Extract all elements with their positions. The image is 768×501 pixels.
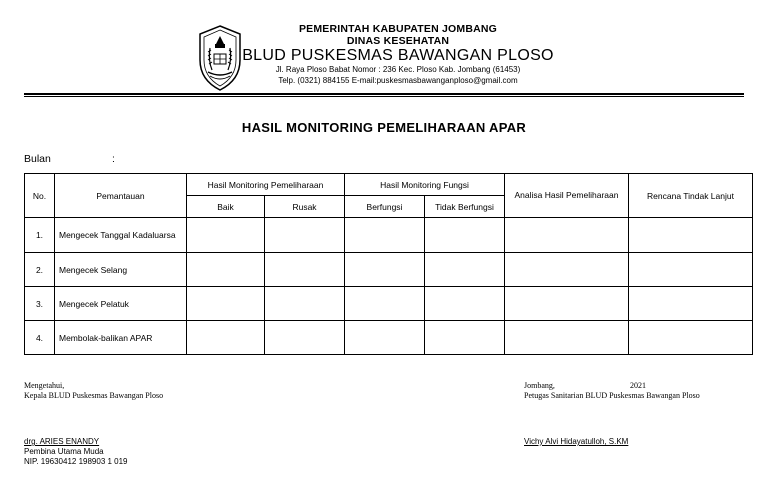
header-rencana: Rencana Tindak Lanjut xyxy=(629,174,753,218)
row-item: Membolak-balikan APAR xyxy=(55,321,187,355)
cell-berfungsi xyxy=(345,253,425,287)
cell-tidak-berfungsi xyxy=(425,287,505,321)
agency-name: DINAS KESEHATAN xyxy=(346,35,450,47)
header-berfungsi: Berfungsi xyxy=(345,196,425,218)
month-colon: : xyxy=(112,153,115,165)
contact-info: Telp. (0321) 884155 E-mail:puskesmasbawanganploso@gmail.com xyxy=(278,76,518,85)
cell-analisa xyxy=(505,218,629,253)
cell-berfungsi xyxy=(345,287,425,321)
cell-rencana xyxy=(629,218,753,253)
cell-rusak xyxy=(265,218,345,253)
header-no: No. xyxy=(25,174,55,218)
institution-name: BLUD PUSKESMAS BAWANGAN PLOSO xyxy=(242,47,554,64)
row-number: 4. xyxy=(25,321,55,355)
document-title: HASIL MONITORING PEMELIHARAAN APAR xyxy=(241,120,527,135)
place-label: Jombang, xyxy=(524,381,555,390)
cell-rencana xyxy=(629,321,753,355)
cell-baik xyxy=(187,321,265,355)
cell-rusak xyxy=(265,287,345,321)
header-baik: Baik xyxy=(187,196,265,218)
cell-baik xyxy=(187,218,265,253)
row-item: Mengecek Pelatuk xyxy=(55,287,187,321)
header-pemantauan: Pemantauan xyxy=(55,174,187,218)
head-rank: Pembina Utama Muda xyxy=(24,447,104,456)
row-number: 1. xyxy=(25,218,55,253)
monitoring-table xyxy=(24,173,753,355)
cell-tidak-berfungsi xyxy=(425,253,505,287)
cell-analisa xyxy=(505,321,629,355)
cell-berfungsi xyxy=(345,321,425,355)
left-signature-block xyxy=(24,437,128,467)
cell-berfungsi xyxy=(345,218,425,253)
year-label: 2021 xyxy=(630,381,646,390)
table-header-row xyxy=(25,174,753,196)
cell-rusak xyxy=(265,321,345,355)
header-hasil-pemeliharaan: Hasil Monitoring Pemeliharaan xyxy=(187,174,345,196)
header-analisa: Analisa Hasil Pemeliharaan xyxy=(505,174,629,218)
government-name: PEMERINTAH KABUPATEN JOMBANG xyxy=(298,23,498,35)
cell-analisa xyxy=(505,287,629,321)
cell-baik xyxy=(187,253,265,287)
row-number: 3. xyxy=(25,287,55,321)
header-tidak-berfungsi: Tidak Berfungsi xyxy=(425,196,505,218)
cell-rencana xyxy=(629,287,753,321)
header-rusak: Rusak xyxy=(265,196,345,218)
officer-name: Vichy Alvi Hidayatulloh, S.KM xyxy=(524,437,629,446)
letterhead xyxy=(0,0,768,100)
right-signature-header xyxy=(524,381,700,401)
left-signature-header xyxy=(24,381,163,401)
head-name: drg. ARIES ENANDY xyxy=(24,437,100,446)
cell-tidak-berfungsi xyxy=(425,321,505,355)
acknowledged-label: Mengetahui, xyxy=(24,381,65,390)
cell-rencana xyxy=(629,253,753,287)
row-number: 2. xyxy=(25,253,55,287)
header-hasil-fungsi: Hasil Monitoring Fungsi xyxy=(345,174,505,196)
table-row xyxy=(25,218,753,253)
address: Jl. Raya Ploso Babat Nomor : 236 Kec. Ploso Kab. Jombang (61453) xyxy=(275,65,521,74)
cell-tidak-berfungsi xyxy=(425,218,505,253)
cell-analisa xyxy=(505,253,629,287)
cell-rusak xyxy=(265,253,345,287)
letterhead-rule-thick xyxy=(24,93,744,95)
table-row xyxy=(25,321,753,355)
head-nip: NIP. 19630412 198903 1 019 xyxy=(24,457,128,466)
place-date-line xyxy=(524,381,700,391)
officer-title: Petugas Sanitarian BLUD Puskesmas Bawangan Ploso xyxy=(524,391,700,400)
head-title: Kepala BLUD Puskesmas Bawangan Ploso xyxy=(24,391,164,400)
letterhead-text xyxy=(230,23,566,86)
month-label: Bulan xyxy=(24,153,51,165)
letterhead-rule-thin xyxy=(24,96,744,97)
cell-baik xyxy=(187,287,265,321)
row-item: Mengecek Tanggal Kadaluarsa xyxy=(55,218,187,253)
table-row xyxy=(25,287,753,321)
right-signature-block xyxy=(524,437,628,447)
row-item: Mengecek Selang xyxy=(55,253,187,287)
table-row xyxy=(25,253,753,287)
